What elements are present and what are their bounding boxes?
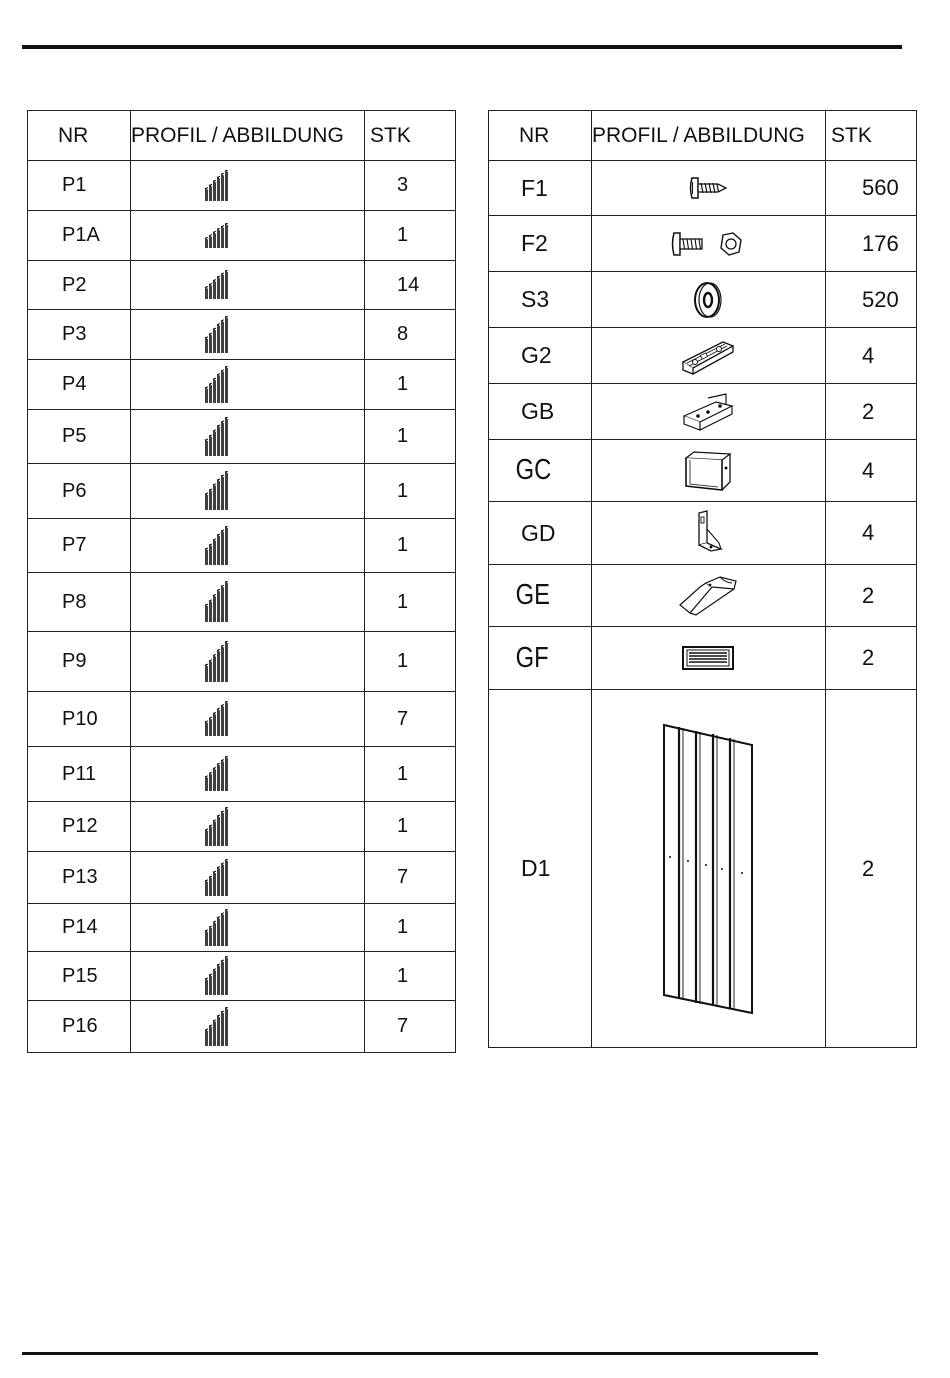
table-row [28,632,456,692]
profile-bundle-icon [131,161,365,211]
part-quantity: 560 [826,161,917,216]
header-stk: STK [826,111,917,161]
table-row [489,627,917,690]
part-quantity: 1 [365,747,456,802]
part-quantity: 4 [826,328,917,384]
table-row [28,747,456,802]
table-row [489,502,917,565]
part-quantity: 14 [365,261,456,310]
profile-bundle-icon [131,310,365,360]
part-quantity: 2 [826,627,917,690]
table-row [28,519,456,573]
table-row [28,161,456,211]
table-row [28,211,456,261]
header-nr: NR [489,111,592,161]
parts-table-profiles [27,110,456,1053]
part-number: P3 [28,310,131,360]
header-stk: STK [365,111,456,161]
part-number: P2 [28,261,131,310]
part-quantity: 1 [365,360,456,410]
rail-bracket-icon [592,328,826,384]
part-number: GC [489,440,573,502]
part-number: P7 [28,519,131,573]
part-number: P5 [28,410,131,464]
profile-bundle-icon [131,692,365,747]
part-quantity: 176 [826,216,917,272]
part-number: S3 [489,272,592,328]
part-quantity: 1 [365,519,456,573]
profile-bundle-icon [131,852,365,904]
part-quantity: 1 [365,573,456,632]
table-row [28,904,456,952]
top-rule [22,45,902,49]
part-quantity: 1 [365,952,456,1001]
part-number: P15 [28,952,131,1001]
part-quantity: 7 [365,692,456,747]
profile-bundle-icon [131,573,365,632]
angle-bracket-icon [592,384,826,440]
table-row [28,464,456,519]
part-number: P11 [28,747,131,802]
header-profile: PROFIL / ABBILDUNG [131,111,365,161]
part-quantity: 1 [365,410,456,464]
profile-bundle-icon [131,632,365,692]
screw-icon [592,161,826,216]
part-number: F1 [489,161,592,216]
part-number: GB [489,384,592,440]
part-quantity: 4 [826,440,917,502]
part-number: P9 [28,632,131,692]
part-quantity: 4 [826,502,917,565]
profile-bundle-icon [131,211,365,261]
vent-grille-icon [592,627,826,690]
part-quantity: 1 [365,632,456,692]
part-number: P6 [28,464,131,519]
part-number: P10 [28,692,131,747]
table-row [28,310,456,360]
part-number: GD [489,502,592,565]
bottom-rule [22,1352,818,1355]
table-row [28,360,456,410]
table-row [489,565,917,627]
table-row [489,690,917,1048]
header-nr: NR [28,111,131,161]
part-number: G2 [489,328,592,384]
part-quantity: 520 [826,272,917,328]
profile-bundle-icon [131,802,365,852]
part-number: F2 [489,216,592,272]
table-row [28,1001,456,1053]
part-quantity: 7 [365,1001,456,1053]
part-number: P14 [28,904,131,952]
part-quantity: 2 [826,565,917,627]
part-quantity: 1 [365,464,456,519]
table-row [28,261,456,310]
profile-bundle-icon [131,410,365,464]
profile-bundle-icon [131,952,365,1001]
table-row [489,384,917,440]
profile-bundle-icon [131,360,365,410]
part-quantity: 1 [365,211,456,261]
part-quantity: 2 [826,384,917,440]
part-number: GE [489,565,573,627]
parts-table-hardware [488,110,917,1048]
table-header-row [28,111,456,161]
part-number: P8 [28,573,131,632]
profile-bundle-icon [131,1001,365,1053]
table-row [28,573,456,632]
profile-bundle-icon [131,747,365,802]
table-row [28,802,456,852]
part-quantity: 7 [365,852,456,904]
profile-bundle-icon [131,464,365,519]
table-row [489,328,917,384]
part-number: P4 [28,360,131,410]
profile-bundle-icon [131,261,365,310]
profile-bundle-icon [131,904,365,952]
bolt-and-nut-icon [592,216,826,272]
box-bracket-icon [592,440,826,502]
gable-cap-icon [592,565,826,627]
part-number: P16 [28,1001,131,1053]
table-row [489,161,917,216]
table-row [489,216,917,272]
table-header-row [489,111,917,161]
part-quantity: 8 [365,310,456,360]
part-quantity: 1 [365,802,456,852]
part-number: P1 [28,161,131,211]
part-number: P1A [28,211,131,261]
table-row [28,692,456,747]
part-quantity: 1 [365,904,456,952]
table-row [28,852,456,904]
table-row [28,952,456,1001]
profile-bundle-icon [131,519,365,573]
table-row [489,272,917,328]
door-panel-icon [592,690,826,1048]
part-number: P12 [28,802,131,852]
part-quantity: 3 [365,161,456,211]
part-quantity: 2 [826,690,917,1048]
part-number: P13 [28,852,131,904]
washer-icon [592,272,826,328]
part-number: GF [489,627,573,690]
table-row [489,440,917,502]
part-number: D1 [489,690,592,1048]
corner-bracket-icon [592,502,826,565]
table-row [28,410,456,464]
header-profile: PROFIL / ABBILDUNG [592,111,826,161]
